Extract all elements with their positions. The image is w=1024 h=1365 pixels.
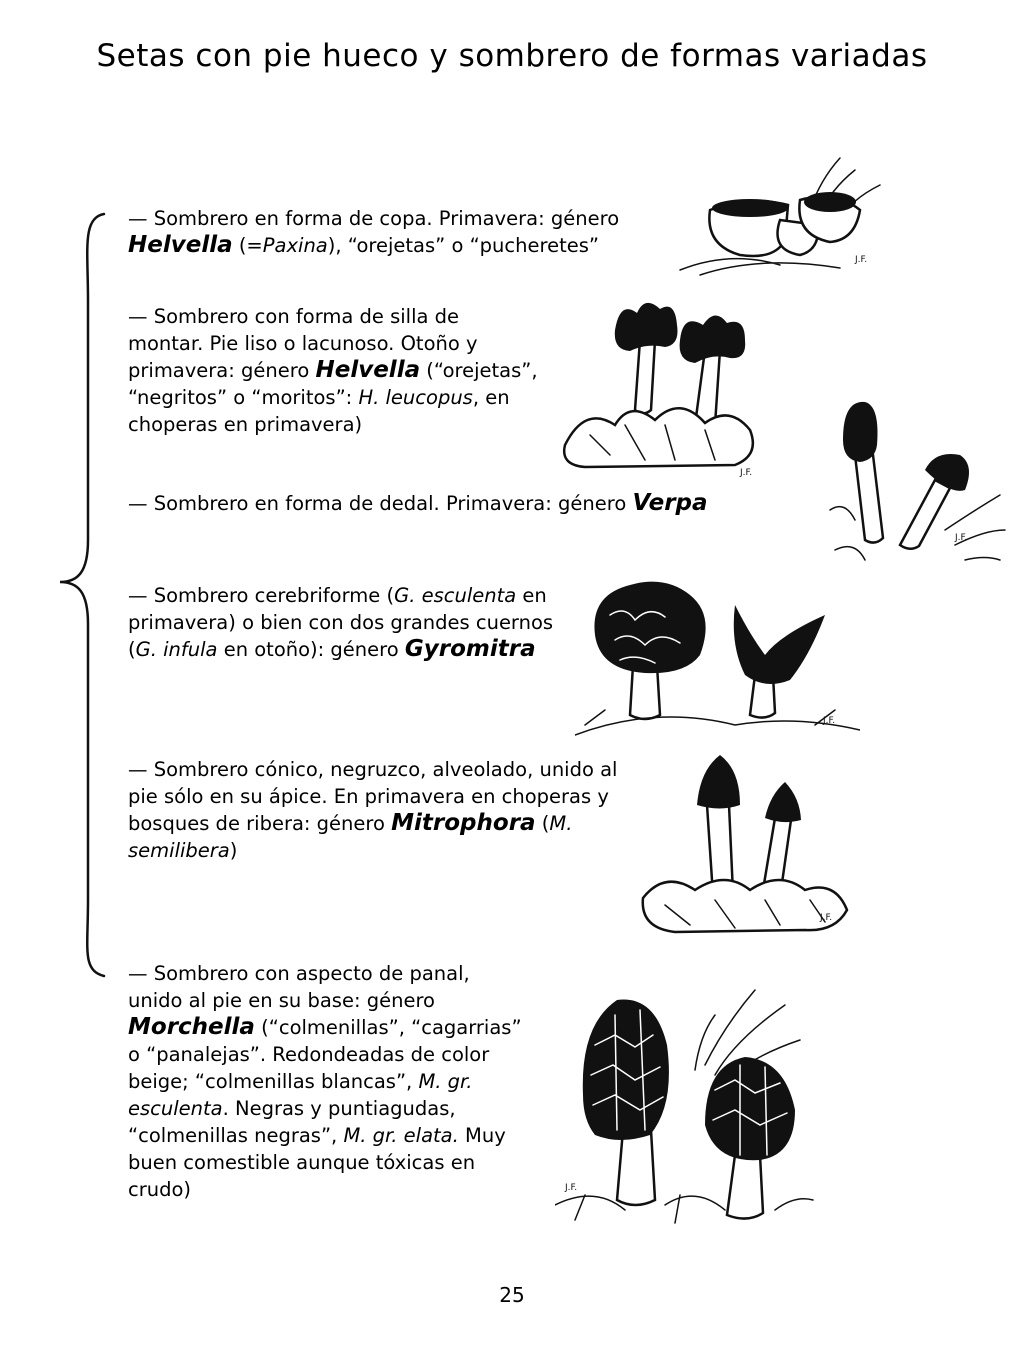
illustration-verpa — [825, 400, 1010, 575]
entry-mitrophora: — Sombrero cónico, negruzco, alveolado, unido al pie sólo en su ápice. En primavera en choperas y bosques de ribera: género Mitrophora (M. semilibera) — [128, 758, 618, 862]
entry-helvella-saddle: — Sombrero con forma de silla de montar. Pie liso o lacunoso. Otoño y primavera: género Helvella (“orejetas”, “negritos” o “moritos”: H. leucopus, en choperas en primavera) — [128, 305, 538, 436]
illustration-gyromitra — [575, 575, 860, 740]
entry-gyromitra: — Sombrero cerebriforme (G. esculenta en primavera) o bien con dos grandes cuernos (G. infula en otoño): género Gyromitra — [128, 584, 554, 662]
illustration-mitrophora — [635, 750, 855, 940]
svg-text:J.F.: J.F. — [823, 716, 836, 726]
page-title: Setas con pie hueco y sombrero de formas variadas — [96, 38, 928, 74]
svg-text:J.F.: J.F. — [955, 533, 968, 543]
entry-helvella-cup: — Sombrero en forma de copa. Primavera: género Helvella (=Paxina), “orejetas” o “pucheretes” — [128, 207, 620, 258]
illustration-helvella-cup — [670, 150, 890, 285]
entry-morchella: — Sombrero con aspecto de panal, unido al pie en su base: género Morchella (“colmenillas”, “cagarrias” o “panalejas”. Redondeadas de color beige; “colmenillas blancas”, M. gr. esculenta. Negras y puntiagudas, “colmenillas negras”, M. gr. elata. Muy buen comestible aunque tóxicas en crudo) — [128, 962, 522, 1201]
svg-text:J.F.: J.F. — [740, 468, 753, 478]
entry-verpa: — Sombrero en forma de dedal. Primavera: género Verpa — [128, 490, 708, 516]
illustration-morchella — [555, 985, 815, 1230]
illustration-helvella-saddle — [555, 295, 765, 480]
page-number: 25 — [499, 1283, 525, 1307]
svg-text:J.F.: J.F. — [565, 1183, 578, 1193]
svg-text:J.F.: J.F. — [855, 255, 868, 265]
curly-brace — [52, 210, 112, 980]
svg-text:J.F.: J.F. — [820, 913, 833, 923]
